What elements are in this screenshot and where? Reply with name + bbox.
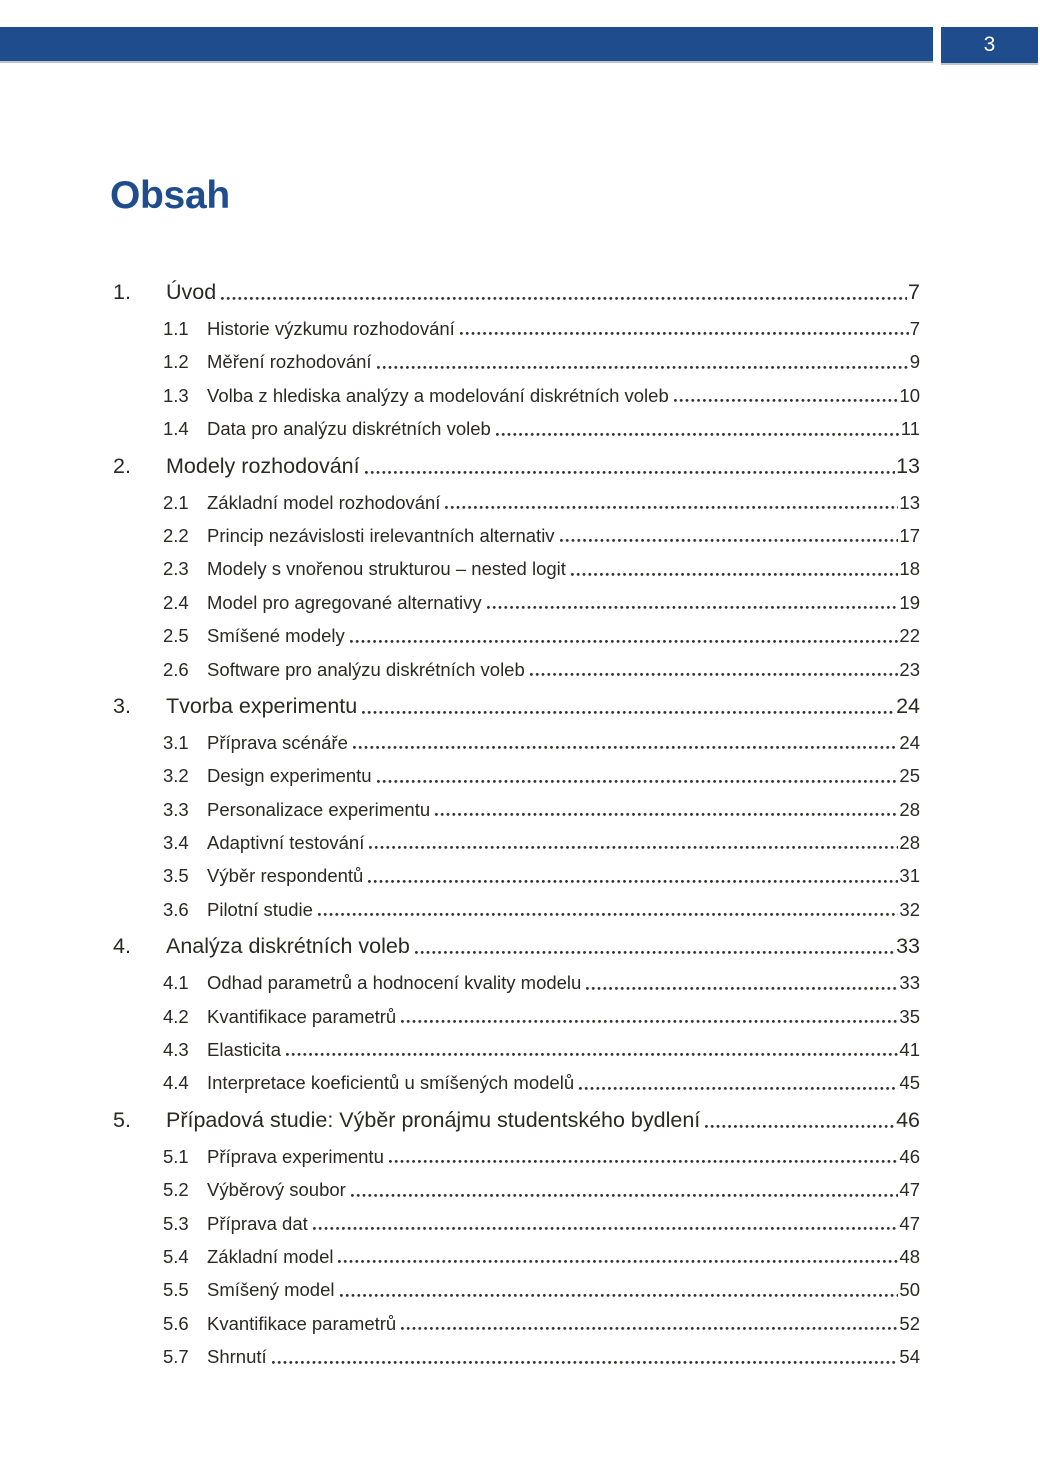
toc-entry-label: Elasticita — [207, 1039, 282, 1061]
toc-entry-page: 31 — [899, 865, 920, 887]
toc-entry-2 — [113, 447, 920, 486]
toc-dotted-leader — [313, 1207, 899, 1240]
toc-dotted-leader — [579, 1066, 898, 1099]
toc-entry-label: Výběr respondentů — [207, 865, 364, 887]
toc-entry-page: 33 — [899, 972, 920, 994]
toc-entry-label: Odhad parametrů a hodnocení kvality modelu — [207, 972, 582, 994]
toc-dotted-leader — [460, 312, 909, 345]
toc-entry-2.4 — [113, 586, 920, 619]
toc-entry-5.1 — [113, 1140, 920, 1173]
toc-dotted-leader — [560, 519, 899, 552]
toc-entry-number: 5.4 — [163, 1245, 189, 1267]
toc-entry-label: Úvod — [166, 280, 217, 304]
toc-entry-page: 52 — [899, 1312, 920, 1334]
toc-entry-page: 32 — [899, 898, 920, 920]
toc-entry-label: Design experimentu — [207, 765, 372, 787]
toc-entry-page: 48 — [899, 1245, 920, 1267]
toc-entry-1.3 — [113, 379, 920, 412]
toc-entry-number: 4.4 — [163, 1072, 189, 1094]
toc-entry-page: 7 — [909, 318, 920, 339]
toc-entry-number: 1.4 — [163, 418, 189, 440]
toc-entry-label: Modely rozhodování — [166, 453, 360, 478]
toc-entry-page: 41 — [899, 1039, 920, 1061]
toc-entry-number: 3.6 — [163, 898, 189, 920]
toc-entry-page: 24 — [899, 731, 920, 753]
toc-entry-number: 1.3 — [163, 384, 189, 406]
toc-entry-number: 3. — [113, 693, 131, 718]
toc-entry-page: 47 — [899, 1212, 920, 1234]
toc-entry-label: Princip nezávislosti irelevantních alternativ — [207, 524, 555, 546]
toc-entry-label: Smíšený model — [207, 1279, 335, 1301]
toc-entry-label: Volba z hlediska analýzy a modelování diskrétních voleb — [207, 384, 669, 406]
toc-entry-number: 4. — [113, 934, 131, 959]
toc-entry-page: 11 — [900, 418, 920, 440]
toc-entry-label: Pilotní studie — [207, 898, 313, 920]
toc-dotted-leader — [401, 1307, 898, 1340]
toc-entry-number: 2.3 — [163, 558, 189, 580]
toc-entry-page: 46 — [899, 1145, 920, 1167]
toc-entry-number: 1.1 — [163, 318, 189, 339]
toc-dotted-leader — [338, 1240, 898, 1273]
toc-entry-page: 24 — [896, 693, 920, 718]
toc-entry-2.3 — [113, 552, 920, 585]
toc-entry-3 — [113, 687, 920, 726]
toc-entry-5 — [113, 1101, 920, 1140]
toc-entry-number: 3.4 — [163, 832, 189, 854]
toc-entry-number: 5.7 — [163, 1346, 189, 1368]
toc-dotted-leader — [318, 893, 898, 926]
toc-entry-number: 2.2 — [163, 524, 189, 546]
toc-entry-page: 47 — [899, 1179, 920, 1201]
toc-entry-page: 33 — [896, 934, 920, 959]
toc-dotted-leader — [368, 859, 898, 892]
toc-entry-4.1 — [113, 966, 920, 999]
toc-dotted-leader — [571, 552, 899, 585]
toc-entry-number: 5.3 — [163, 1212, 189, 1234]
toc-dotted-leader — [389, 1140, 899, 1173]
toc-entry-number: 3.5 — [163, 865, 189, 887]
toc-dotted-leader — [530, 653, 899, 686]
toc-entry-number: 1.2 — [163, 351, 189, 373]
toc-dotted-leader — [377, 759, 899, 792]
toc-entry-4 — [113, 927, 920, 966]
toc-entry-1.4 — [113, 412, 920, 445]
toc-entry-label: Základní model — [207, 1245, 334, 1267]
toc-entry-3.2 — [113, 759, 920, 792]
toc-entry-page: 28 — [899, 798, 920, 820]
toc-entry-page: 28 — [899, 832, 920, 854]
toc-entry-4.4 — [113, 1066, 920, 1099]
toc-entry-1 — [113, 273, 920, 312]
toc-dotted-leader — [362, 687, 895, 726]
toc-entry-1.2 — [113, 345, 920, 378]
toc-entry-3.3 — [113, 793, 920, 826]
toc-entry-4.2 — [113, 1000, 920, 1033]
toc-entry-2.5 — [113, 619, 920, 652]
toc-entry-number: 3.3 — [163, 798, 189, 820]
toc-entry-2.6 — [113, 653, 920, 686]
toc-entry-page: 13 — [899, 491, 920, 513]
toc-entry-number: 1. — [113, 280, 131, 304]
toc-entry-label: Historie výzkumu rozhodování — [207, 318, 455, 339]
toc-entry-label: Kvantifikace parametrů — [207, 1312, 397, 1334]
toc-dotted-leader — [272, 1340, 899, 1373]
toc-entry-number: 2. — [113, 453, 131, 478]
toc-entry-5.6 — [113, 1307, 920, 1340]
toc-entry-number: 4.2 — [163, 1005, 189, 1027]
toc-entry-number: 4.1 — [163, 972, 189, 994]
toc-entry-1.1 — [113, 312, 920, 345]
toc-entry-number: 2.1 — [163, 491, 189, 513]
toc-entry-page: 23 — [899, 658, 920, 680]
toc-dotted-leader — [674, 379, 899, 412]
toc-entry-page: 35 — [899, 1005, 920, 1027]
toc-entry-page: 22 — [899, 625, 920, 647]
toc-entry-label: Příprava experimentu — [207, 1145, 384, 1167]
toc-entry-label: Analýza diskrétních voleb — [166, 934, 410, 959]
toc-entry-label: Smíšené modely — [207, 625, 345, 647]
toc-dotted-leader — [586, 966, 898, 999]
toc-entry-label: Software pro analýzu diskrétních voleb — [207, 658, 525, 680]
toc-entry-label: Shrnutí — [207, 1346, 267, 1368]
toc-entry-number: 5.1 — [163, 1145, 189, 1167]
toc-dotted-leader — [445, 486, 898, 519]
toc-entry-number: 3.1 — [163, 731, 189, 753]
toc-entry-page: 46 — [896, 1107, 920, 1132]
toc-entry-2.2 — [113, 519, 920, 552]
toc-entry-page: 7 — [908, 280, 920, 304]
toc-entry-label: Kvantifikace parametrů — [207, 1005, 397, 1027]
toc-entry-label: Model pro agregované alternativy — [207, 591, 482, 613]
toc-entry-number: 5. — [113, 1107, 131, 1132]
toc-entry-number: 3.2 — [163, 765, 189, 787]
toc-entry-page: 9 — [909, 351, 920, 373]
toc-entry-label: Výběrový soubor — [207, 1179, 346, 1201]
toc-entry-number: 5.5 — [163, 1279, 189, 1301]
toc-dotted-leader — [221, 273, 907, 312]
toc-entry-label: Příprava scénáře — [207, 731, 348, 753]
toc-entry-page: 13 — [896, 453, 920, 478]
toc-entry-label: Data pro analýzu diskrétních voleb — [207, 418, 491, 440]
toc-entry-page: 54 — [899, 1346, 920, 1368]
toc-entry-label: Základní model rozhodování — [207, 491, 441, 513]
toc-entry-page: 17 — [899, 524, 920, 546]
toc-entry-label: Příprava dat — [207, 1212, 308, 1234]
toc-dotted-leader — [415, 927, 895, 966]
toc-dotted-leader — [340, 1273, 899, 1306]
toc-entry-5.3 — [113, 1207, 920, 1240]
toc-entry-page: 18 — [899, 558, 920, 580]
toc-entry-5.7 — [113, 1340, 920, 1373]
toc-entry-label: Adaptivní testování — [207, 832, 365, 854]
header-rule-bar — [0, 27, 933, 63]
toc-entry-2.1 — [113, 486, 920, 519]
toc-entry-page: 50 — [899, 1279, 920, 1301]
toc-entry-number: 5.2 — [163, 1179, 189, 1201]
toc-dotted-leader — [351, 1173, 899, 1206]
toc-entry-page: 10 — [899, 384, 920, 406]
toc-dotted-leader — [365, 447, 895, 486]
page-title: Obsah — [110, 174, 230, 217]
toc-entry-page: 19 — [899, 591, 920, 613]
toc-entry-5.2 — [113, 1173, 920, 1206]
toc-entry-5.4 — [113, 1240, 920, 1273]
toc-entry-5.5 — [113, 1273, 920, 1306]
toc-entry-label: Personalizace experimentu — [207, 798, 431, 820]
toc-dotted-leader — [353, 726, 899, 759]
toc-entry-number: 2.4 — [163, 591, 189, 613]
toc-entry-number: 2.6 — [163, 658, 189, 680]
toc-entry-3.4 — [113, 826, 920, 859]
toc-entry-number: 2.5 — [163, 625, 189, 647]
toc-entry-label: Modely s vnořenou strukturou – nested logit — [207, 558, 566, 580]
toc-dotted-leader — [435, 793, 898, 826]
toc-entry-3.6 — [113, 893, 920, 926]
toc-entry-number: 5.6 — [163, 1312, 189, 1334]
toc-entry-number: 4.3 — [163, 1039, 189, 1061]
toc-entry-label: Tvorba experimentu — [166, 693, 358, 718]
toc-entry-3.1 — [113, 726, 920, 759]
toc-entry-4.3 — [113, 1033, 920, 1066]
page-number: 3 — [983, 33, 996, 56]
toc — [113, 272, 920, 1374]
toc-entry-page: 25 — [899, 765, 920, 787]
toc-dotted-leader — [496, 412, 900, 445]
toc-dotted-leader — [401, 1000, 898, 1033]
toc-entry-label: Interpretace koeficientů u smíšených modelů — [207, 1072, 575, 1094]
toc-dotted-leader — [377, 345, 909, 378]
toc-entry-label: Případová studie: Výběr pronájmu studentského bydlení — [166, 1107, 701, 1132]
toc-dotted-leader — [286, 1033, 898, 1066]
toc-entry-page: 45 — [899, 1072, 920, 1094]
page-number-badge — [941, 27, 1038, 65]
toc-dotted-leader — [705, 1101, 895, 1140]
toc-entry-3.5 — [113, 859, 920, 892]
toc-dotted-leader — [487, 586, 899, 619]
toc-entry-label: Měření rozhodování — [207, 351, 372, 373]
toc-dotted-leader — [369, 826, 898, 859]
toc-dotted-leader — [350, 619, 899, 652]
